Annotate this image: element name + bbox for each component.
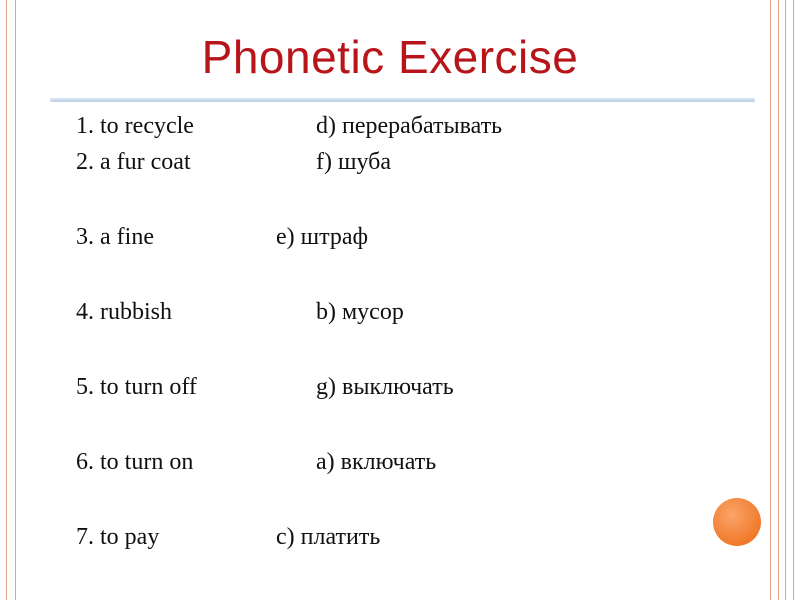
english-word-3: 3. a fine: [76, 224, 154, 250]
right-border-inner-line: [778, 0, 786, 600]
english-word-5: 5. to turn off: [76, 374, 197, 400]
slide-title: Phonetic Exercise: [201, 31, 579, 83]
orange-circle-decoration: [713, 498, 761, 546]
english-word-7: 7. to pay: [76, 524, 160, 550]
russian-word-5: g) выключать: [316, 374, 454, 400]
russian-word-4: b) мусор: [316, 299, 404, 325]
title-underline: [50, 98, 755, 102]
russian-word-7: c) платить: [276, 524, 381, 550]
russian-word-1: d) перерабатывать: [316, 113, 503, 139]
russian-word-3: e) штраф: [276, 224, 369, 250]
english-word-2: 2. a fur coat: [76, 149, 191, 175]
english-word-1: 1. to recycle: [76, 113, 194, 139]
english-word-4: 4. rubbish: [76, 299, 172, 325]
russian-word-2: f) шуба: [316, 149, 392, 175]
left-border-decoration: [6, 0, 16, 600]
right-border-decoration: [770, 0, 794, 600]
russian-word-6: a) включать: [316, 449, 437, 475]
english-word-6: 6. to turn on: [76, 449, 194, 475]
